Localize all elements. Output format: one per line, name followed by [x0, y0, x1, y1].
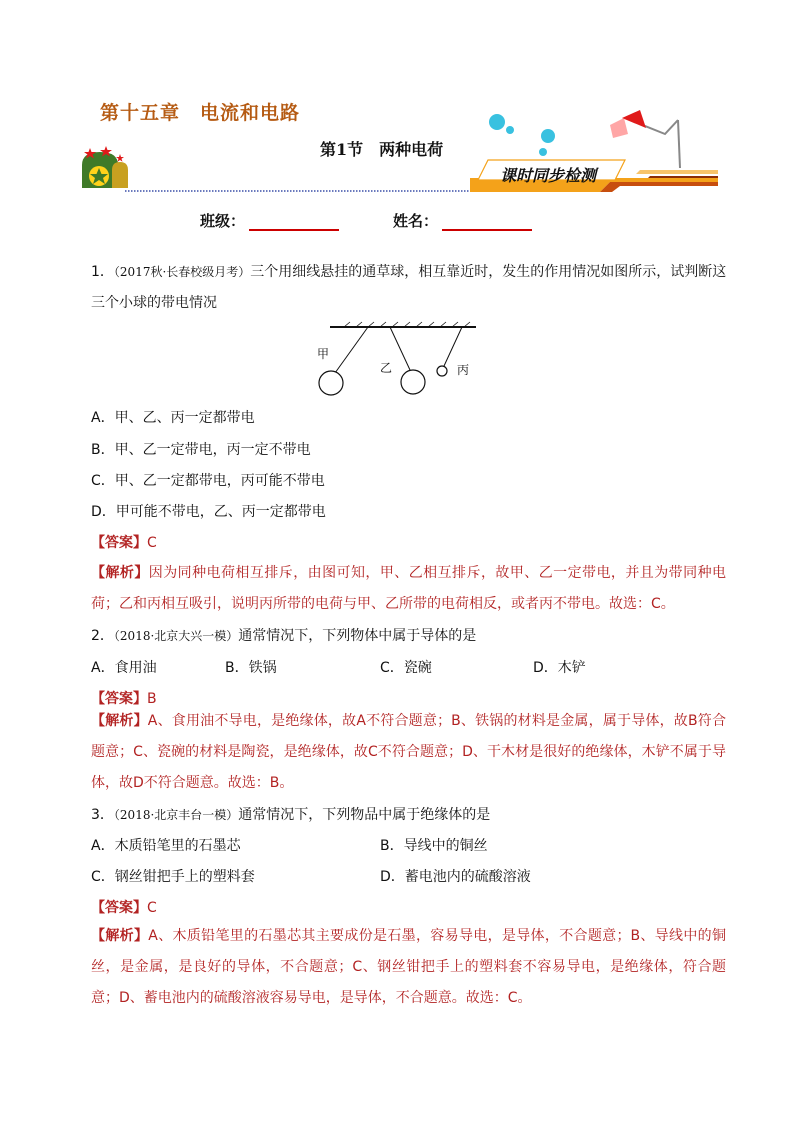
question-3-option-a: A．木质铅笔里的石墨芯 [91, 838, 241, 854]
section-title: 第1节 两种电荷 [320, 140, 444, 159]
question-1-option-d: D．甲可能不带电，乙、丙一定都带电 [91, 504, 326, 520]
name-blank [442, 213, 532, 231]
name-label: 姓名： [393, 212, 439, 230]
class-label: 班级： [200, 212, 246, 230]
ball-bing [437, 366, 447, 376]
question-2-explanation [91, 706, 726, 799]
question-3-answer [91, 897, 157, 917]
class-field [200, 210, 339, 231]
question-1-option-a: A．甲、乙、丙一定都带电 [91, 410, 255, 426]
question-1-stem [91, 257, 731, 319]
question-3-option-d: D．蓄电池内的硫酸溶液 [380, 869, 531, 885]
question-1-explanation [91, 558, 726, 620]
question-2-option-b: B．铁锅 [225, 660, 277, 676]
question-3-option-b: B．导线中的铜丝 [380, 838, 488, 854]
answer-label: 【答案】 [91, 900, 147, 916]
explanation-text: A、木质铅笔里的石墨芯其主要成份是石墨，容易导电，是导体，不合题意；B、导线中的铜丝，是金属，是良好的导体，不合题意；C、钢丝钳把手上的塑料套不容易导电，是绝缘体，符合题意；D、蓄电池内的硫酸溶液容易导电，是导体，不合题意。故选：C。 [91, 928, 727, 1006]
question-number: 3． [91, 807, 114, 823]
question-3-option-c: C．钢丝钳把手上的塑料套 [91, 869, 255, 885]
question-text: 通常情况下，下列物体中属于导体的是 [238, 628, 477, 644]
question-2-option-c: C．瓷碗 [380, 660, 432, 676]
chapter-title: 第十五章 电流和电路 [100, 102, 301, 124]
name-field [393, 210, 532, 231]
question-number: 2． [91, 628, 114, 644]
question-text: 三个用细线悬挂的通草球，相互靠近时，发生的作用情况如图所示，试判断这三个小球的带电情况 [91, 264, 727, 311]
answer-label: 【答案】 [91, 535, 147, 551]
explanation-label: 【解析】 [91, 928, 149, 944]
label-bing: 丙 [457, 363, 470, 377]
question-3-explanation [91, 921, 726, 1014]
question-1-answer [91, 532, 157, 552]
question-source: （2018·北京丰台一模） [113, 808, 239, 822]
question-source: （2017秋·长春校级月考） [113, 265, 251, 279]
label-yi: 乙 [380, 361, 393, 375]
question-text: 通常情况下，下列物品中属于绝缘体的是 [238, 807, 491, 823]
question-number: 1． [91, 264, 114, 280]
explanation-text: A、食用油不导电，是绝缘体，故A不符合题意；B、铁锅的材料是金属，属于导体，故B符合题意；C、瓷碗的材料是陶瓷，是绝缘体，故C不符合题意；D、干木材是很好的绝缘体，木铲不属于导体，故D不符合题意。故选：B。 [91, 713, 726, 791]
class-blank [249, 213, 339, 231]
question-1-option-c: C．甲、乙一定都带电，丙可能不带电 [91, 473, 325, 489]
answer-value: B [147, 691, 157, 707]
question-1-option-b: B．甲、乙一定带电，丙一定不带电 [91, 442, 311, 458]
ball-jia [319, 371, 343, 395]
answer-label: 【答案】 [91, 691, 147, 707]
answer-value: C [147, 900, 157, 916]
explanation-label: 【解析】 [91, 713, 148, 729]
question-2-answer [91, 688, 157, 708]
question-2-stem [91, 621, 731, 652]
question-3-stem [91, 800, 731, 831]
ball-yi [401, 370, 425, 394]
explanation-text: 因为同种电荷相互排斥，由图可知，甲、乙相互排斥，故甲、乙一定带电，并且为带同种电荷；乙和丙相互吸引，说明丙所带的电荷与甲、乙所带的电荷相反，或者丙不带电。故选：C。 [91, 565, 727, 612]
question-2-option-d: D．木铲 [533, 660, 586, 676]
question-2-option-a: A．食用油 [91, 660, 157, 676]
answer-value: C [147, 535, 157, 551]
explanation-label: 【解析】 [91, 565, 149, 581]
label-jia: 甲 [317, 347, 330, 361]
banner-text: 课时同步检测 [500, 166, 597, 185]
question-source: （2018·北京大兴一模） [113, 629, 239, 643]
